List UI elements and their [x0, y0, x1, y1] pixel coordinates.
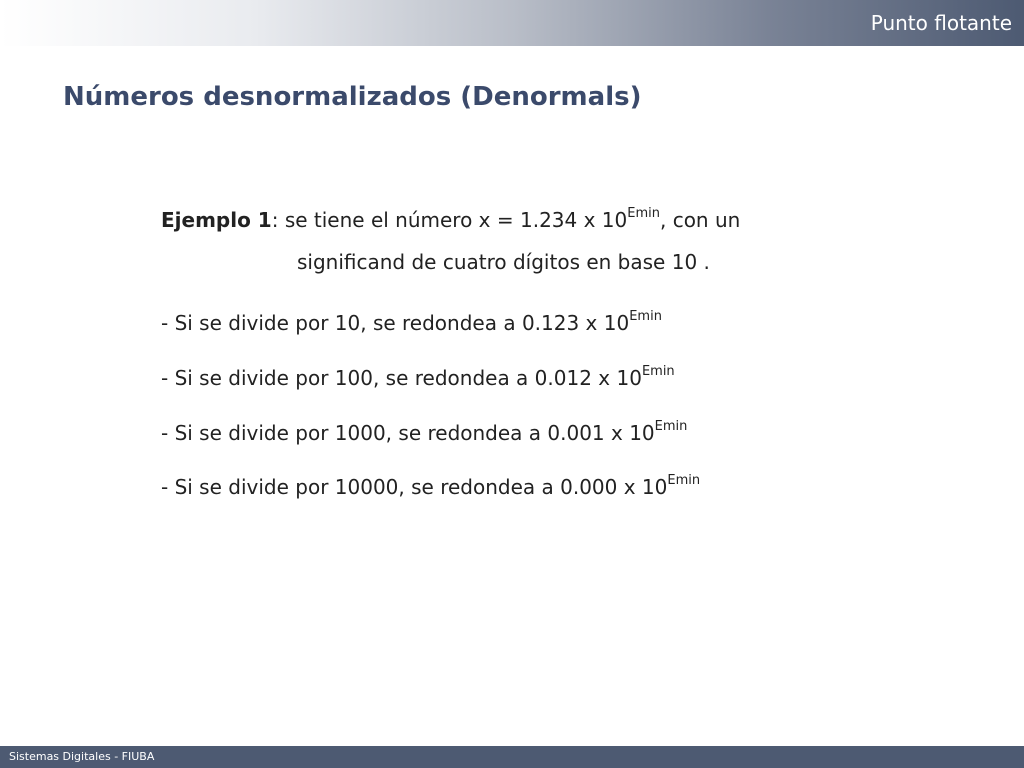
- footer-bar: [0, 746, 1024, 768]
- list-item-text: - Si se divide por 100, se redondea a 0.012 x 10: [161, 366, 642, 390]
- example-text: : se tiene el número x = 1.234 x 10: [271, 208, 628, 232]
- list-item-exponent: Emin: [629, 309, 662, 325]
- list-item: [161, 473, 700, 501]
- list-item-exponent: Emin: [641, 364, 675, 380]
- slide-title: Números desnormalizados (Denormals): [63, 82, 642, 112]
- list-item-text: - Si se divide por 1000, se redondea a 0.001 x 10: [161, 421, 655, 445]
- footer-text: Sistemas Digitales - FIUBA: [9, 750, 155, 763]
- list-item-exponent: Emin: [667, 473, 701, 489]
- example-heading: Ejemplo 1: [161, 208, 272, 232]
- list-item: [161, 364, 675, 392]
- example-continuation: significand de cuatro dígitos en base 10 .: [297, 250, 710, 274]
- example-exponent: Emin: [627, 206, 660, 222]
- list-item-text: - Si se divide por 10, se redondea a 0.123 x 10: [161, 311, 630, 335]
- list-item-exponent: Emin: [654, 419, 688, 435]
- example-line: [161, 206, 740, 234]
- list-item: [161, 309, 662, 337]
- section-label: Punto flotante: [870, 11, 1012, 35]
- list-item-text: - Si se divide por 10000, se redondea a 0.000 x 10: [161, 475, 668, 499]
- example-text-after: , con un: [659, 208, 741, 232]
- list-item: [161, 419, 687, 447]
